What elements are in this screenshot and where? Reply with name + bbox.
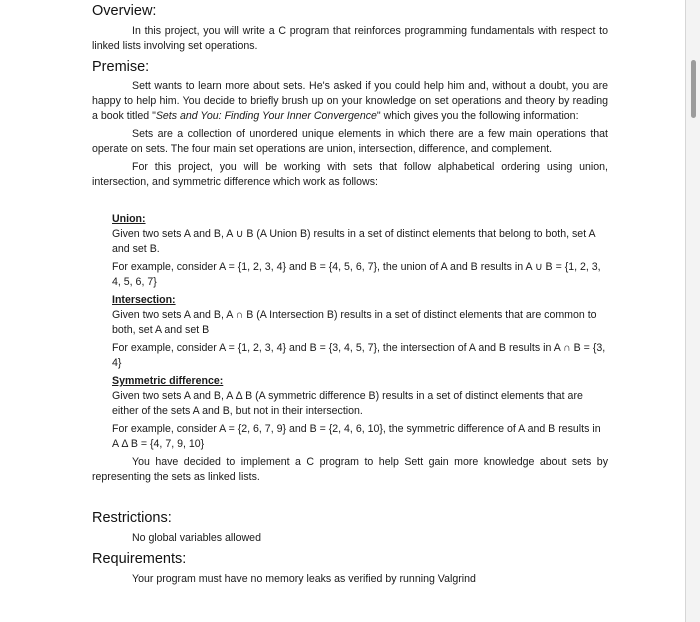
- premise-p1-after: " which gives you the following information:: [376, 110, 579, 122]
- premise-heading: Premise:: [92, 59, 150, 75]
- union-title: Union:: [112, 213, 146, 225]
- operations-block: [112, 212, 608, 452]
- closing-paragraph: You have decided to implement a C program to help Sett gain more knowledge about sets by representing the sets as linked lists.: [92, 456, 608, 483]
- premise-paragraph-1: [92, 79, 608, 124]
- intersection-definition: Given two sets A and B, A ∩ B (A Intersection B) results in a set of distinct elements that are common to both, set A and set B: [112, 309, 597, 336]
- vertical-scrollbar[interactable]: [686, 0, 700, 622]
- union-example: For example, consider A = {1, 2, 3, 4} and B = {4, 5, 6, 7}, the union of A and B results in A ∪ B = {1, 2, 3, 4, 5, 6, 7}: [112, 261, 601, 288]
- requirements-heading: Requirements:: [92, 551, 187, 567]
- scrollbar-thumb[interactable]: [691, 60, 696, 118]
- premise-paragraph-2: Sets are a collection of unordered unique elements in which there are a few main operations that operate on sets. The four main set operations are union, intersection, difference, and complement.: [92, 128, 608, 155]
- symmetric-difference-definition: Given two sets A and B, A Δ B (A symmetric difference B) results in a set of distinct elements that are either of the sets A and B, but not in their intersection.: [112, 390, 583, 417]
- overview-heading: Overview:: [92, 3, 157, 19]
- premise-p1-before: Sett wants to learn more about sets. He's asked if you could help him and, without a doubt, you are happy to help him. You decide to briefly brush up on your knowledge on set operations and theory by reading a book titled ": [92, 80, 608, 122]
- overview-text: In this project, you will write a C program that reinforces programming fundamentals with respect to linked lists involving set operations.: [92, 25, 608, 52]
- union-definition: Given two sets A and B, A ∪ B (A Union B) results in a set of distinct elements that belong to both, set A and set B.: [112, 228, 595, 255]
- requirements-text: Your program must have no memory leaks as verified by running Valgrind: [132, 573, 476, 585]
- premise-paragraph-3: For this project, you will be working with sets that follow alphabetical ordering using union, intersection, and symmetric difference which work as follows:: [92, 161, 608, 188]
- intersection-title: Intersection:: [112, 294, 176, 306]
- symmetric-difference-example: For example, consider A = {2, 6, 7, 9} and B = {2, 4, 6, 10}, the symmetric difference of A and B results in A Δ B = {4, 7, 9, 10}: [112, 423, 601, 450]
- intersection-example: For example, consider A = {1, 2, 3, 4} and B = {3, 4, 5, 7}, the intersection of A and B results in A ∩ B = {3, 4}: [112, 342, 606, 369]
- symmetric-difference-title: Symmetric difference:: [112, 375, 224, 387]
- restrictions-text: No global variables allowed: [132, 532, 261, 544]
- book-title: Sets and You: Finding Your Inner Convergence: [155, 110, 377, 122]
- restrictions-heading: Restrictions:: [92, 510, 172, 526]
- document-body: [92, 0, 608, 587]
